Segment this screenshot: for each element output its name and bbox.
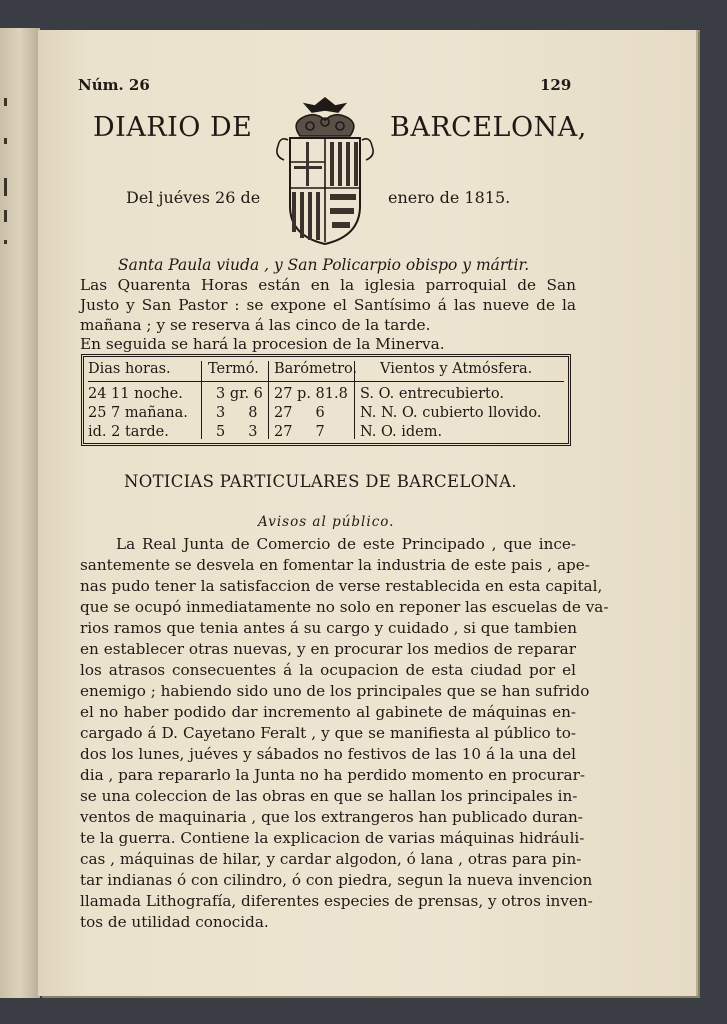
table-header: Barómetro. — [274, 361, 358, 377]
ink-mark — [4, 240, 7, 244]
left-page-edge — [0, 28, 40, 998]
newspaper-page — [38, 30, 696, 996]
paragraph-line: nas pudo tener la satisfaccion de verse restablecida en esta capital, — [80, 577, 603, 595]
paragraph-line: el no haber podido dar incremento al gabinete de máquinas en- — [80, 703, 576, 721]
paragraph-line: llamada Lithografía, diferentes especies de prensas, y otros inven- — [80, 892, 593, 910]
table-divider — [88, 381, 564, 382]
table-cell: 27 p. 81.8 — [274, 386, 348, 402]
table-cell: 3 8 — [216, 405, 258, 421]
paragraph-line: te la guerra. Contiene la explicacion de varias máquinas hidráuli- — [80, 829, 585, 847]
date-left: Del juéves 26 de — [126, 188, 261, 207]
table-cell: 24 11 noche. — [88, 386, 183, 402]
issue-number: Núm. 26 — [78, 76, 150, 94]
masthead-title-left: DIARIO DE — [93, 112, 253, 143]
table-header: Termó. — [208, 361, 259, 377]
paragraph-line: santemente se desvela en fomentar la industria de este pais , ape- — [80, 556, 590, 574]
paragraph-line: cargado á D. Cayetano Feralt , y que se manifiesta al público to- — [80, 724, 576, 742]
paragraph-line: rios ramos que tenia antes á su cargo y cuidado , si que tambien — [80, 619, 578, 637]
table-divider — [268, 361, 269, 439]
page-number: 129 — [540, 76, 572, 94]
article-paragraph — [80, 534, 609, 933]
paragraph-line: que se ocupó inmediatamente no solo en reponer las escuelas de va- — [80, 598, 609, 616]
paragraph-line: ventos de maquinaria , que los extrangeros han publicado duran- — [80, 808, 583, 826]
ink-mark — [4, 210, 7, 222]
paragraph-line: tos de utilidad conocida. — [80, 913, 269, 931]
table-header: Dias horas. — [88, 361, 171, 377]
table-cell: N. N. O. cubierto llovido. — [360, 405, 542, 421]
paragraph-line: tar indianas ó con cilindro, ó con piedra, segun la nueva invencion — [80, 871, 593, 889]
paragraph-line: enemigo ; habiendo sido uno de los principales que se han sufrido — [80, 682, 590, 700]
intro-line: mañana ; y se reserva á las cinco de la tarde. — [80, 316, 431, 334]
paragraph-line: La Real Junta de Comercio de este Principado , que ince- — [116, 535, 576, 553]
paragraph-line: los atrasos consecuentes á la ocupacion de esta ciudad por el — [80, 661, 576, 679]
ink-mark — [4, 178, 7, 196]
intro-line: Justo y San Pastor : se expone el Santísimo á las nueve de la — [80, 296, 576, 314]
ink-mark — [4, 98, 7, 106]
date-right: enero de 1815. — [388, 188, 511, 207]
table-cell: id. 2 tarde. — [88, 424, 169, 440]
paragraph-line: en establecer otras nuevas, y en procurar los medios de reparar — [80, 640, 576, 658]
paragraph-line: dia , para repararlo la Junta no ha perdido momento en procurar- — [80, 766, 586, 784]
table-cell: S. O. entrecubierto. — [360, 386, 504, 402]
table-cell: N. O. idem. — [360, 424, 443, 440]
paragraph-line: dos los lunes, juéves y sábados no festivos de las 10 á la una del — [80, 745, 576, 763]
masthead-title-right: BARCELONA, — [390, 112, 587, 143]
table-cell: 5 3 — [216, 424, 258, 440]
saint-of-day: Santa Paula viuda , y San Policarpio obispo y mártir. — [118, 256, 530, 274]
subsection-title: Avisos al público. — [258, 514, 395, 530]
intro-line: Las Quarenta Horas están en la iglesia parroquial de San — [80, 276, 576, 294]
intro-line: En seguida se hará la procesion de la Minerva. — [80, 335, 445, 353]
table-divider — [201, 361, 202, 439]
table-cell: 25 7 mañana. — [88, 405, 188, 421]
weather-table — [81, 354, 571, 446]
table-header: Vientos y Atmósfera. — [380, 361, 533, 377]
table-cell: 27 6 — [274, 405, 325, 421]
section-title: NOTICIAS PARTICULARES DE BARCELONA. — [124, 472, 517, 491]
paragraph-line: cas , máquinas de hilar, y cardar algodon, ó lana , otras para pin- — [80, 850, 582, 868]
barcelona-coat-of-arms-icon — [270, 96, 380, 248]
table-cell: 3 gr. 6 — [216, 386, 263, 402]
ink-mark — [4, 138, 7, 144]
paragraph-line: se una coleccion de las obras en que se hallan los principales in- — [80, 787, 578, 805]
table-cell: 27 7 — [274, 424, 325, 440]
